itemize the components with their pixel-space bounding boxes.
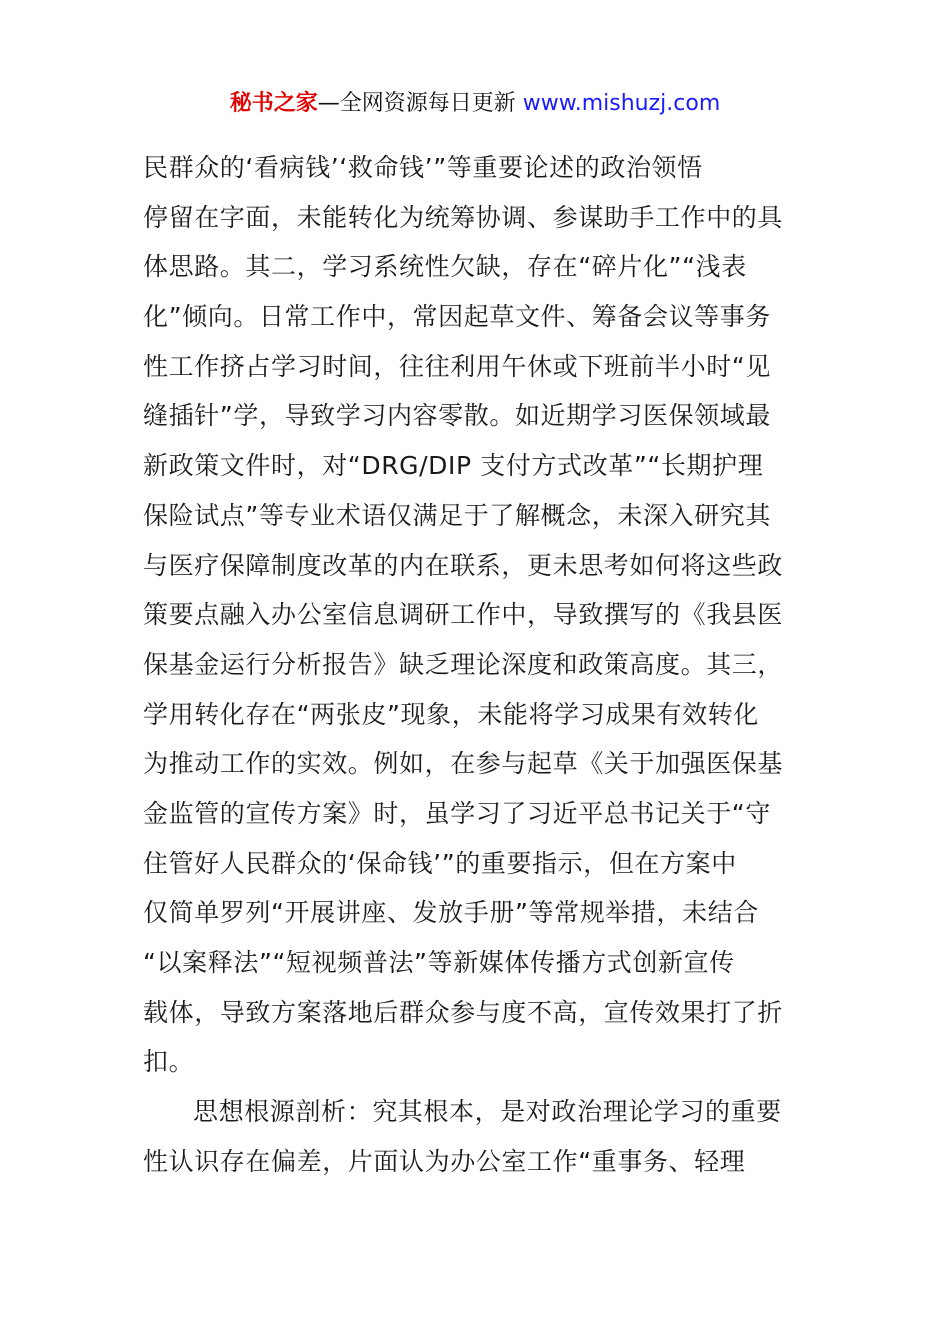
text-line: 停留在字面，未能转化为统筹协调、参谋助手工作中的具 bbox=[143, 202, 784, 232]
header-tagline: —全网资源每日更新 bbox=[317, 91, 523, 116]
text-line: 民群众的‘看病钱’‘救命钱’”等重要论述的政治领悟 bbox=[143, 153, 703, 182]
header-brand: 秘书之家 bbox=[229, 91, 318, 116]
text-line: 策要点融入办公室信息调研工作中，导致撰写的《我县医 bbox=[143, 600, 784, 630]
header-url-link[interactable]: www.mishuzj.com bbox=[522, 91, 721, 116]
text-line: 为推动工作的实效。例如，在参与起草《关于加强医保基 bbox=[143, 749, 784, 779]
text-line: 保基金运行分析报告》缺乏理论深度和政策高度。其三， bbox=[143, 649, 784, 679]
text-line: 缝插针”学，导致学习内容零散。如近期学习医保领域最 bbox=[143, 401, 771, 431]
text-line: 载体，导致方案落地后群众参与度不高，宣传效果打了折 bbox=[143, 997, 784, 1027]
text-line: 学用转化存在“两张皮”现象，未能将学习成果有效转化 bbox=[143, 699, 759, 729]
text-line: 性工作挤占学习时间，往往利用午休或下班前半小时“见 bbox=[143, 351, 771, 381]
text-line: “以案释法”“短视频普法”等新媒体传播方式创新宣传 bbox=[143, 948, 735, 977]
text-line: 与医疗保障制度改革的内在联系，更未思考如何将这些政 bbox=[143, 550, 784, 580]
text-line: 保险试点”等专业术语仅满足于了解概念，未深入研究其 bbox=[143, 500, 771, 530]
text-line: 金监管的宣传方案》时，虽学习了习近平总书记关于“守 bbox=[143, 798, 771, 828]
paragraph-1 bbox=[143, 143, 813, 1087]
document-body bbox=[143, 143, 813, 1186]
text-line: 新政策文件时，对“DRG/DIP 支付方式改革”“长期护理 bbox=[143, 451, 764, 481]
text-line: 仅简单罗列“开展讲座、发放手册”等常规举措，未结合 bbox=[143, 898, 759, 928]
text-line: 化”倾向。日常工作中，常因起草文件、筹备会议等事务 bbox=[143, 302, 771, 332]
paragraph-2 bbox=[143, 1087, 813, 1186]
page-header bbox=[0, 86, 950, 122]
text-line: 体思路。其二，学习系统性欠缺，存在“碎片化”“浅表 bbox=[143, 252, 747, 282]
text-line: 扣。 bbox=[143, 1047, 195, 1077]
text-line: 住管好人民群众的‘保命钱’”的重要指示，但在方案中 bbox=[143, 848, 737, 878]
text-line: 性认识存在偏差，片面认为办公室工作“重事务、轻理 bbox=[143, 1146, 746, 1176]
text-line: 思想根源剖析：究其根本，是对政治理论学习的重要 bbox=[193, 1097, 782, 1127]
